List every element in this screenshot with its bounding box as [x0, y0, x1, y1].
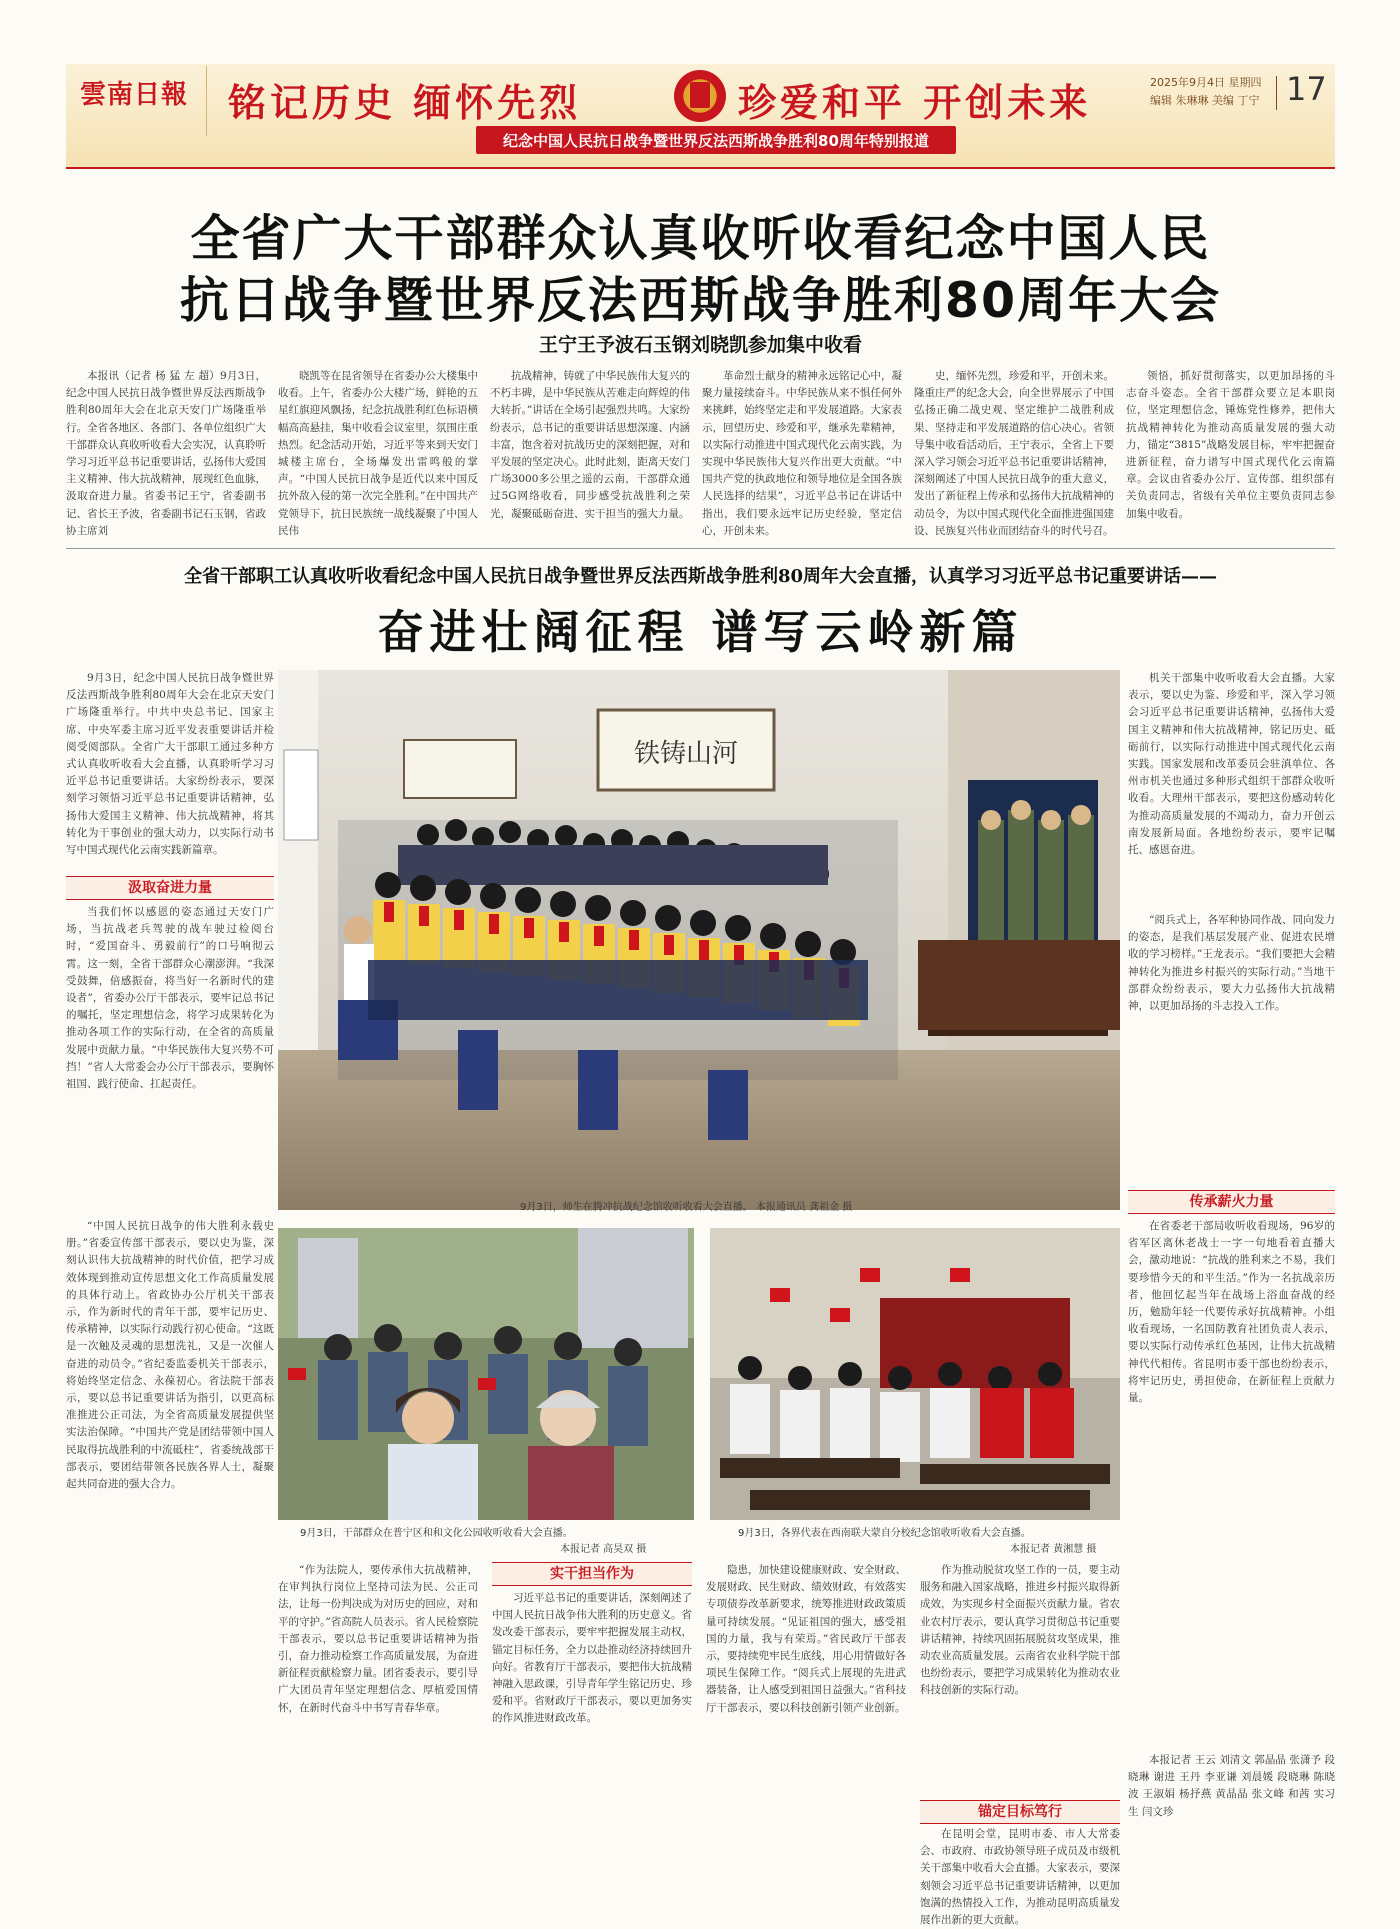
article2-headline: 奋进壮阔征程 谱写云岭新篇: [377, 605, 1024, 659]
section-heading-1: 汲取奋进力量: [66, 876, 274, 900]
section-divider: [66, 548, 1335, 549]
article2-kicker: 全省干部职工认真收听收看纪念中国人民抗日战争暨世界反法西斯战争胜利80周年大会直播，认真学习习近平总书记重要讲话——: [183, 566, 1218, 587]
issue-date: 2025年9月4日 星期四: [1150, 76, 1262, 89]
photo-museum-caption: 9月3日，各界代表在西南联大蒙自分校纪念馆收听收看大会直播。: [738, 1528, 1031, 1539]
photo-park-caption: 9月3日，干部群众在普宁区和和文化公园收听收看大会直播。: [300, 1528, 573, 1539]
section-heading-2: 实干担当作为: [492, 1562, 692, 1586]
article2-right-col-3: 在省委老干部局收听收看现场，96岁的省军区离休老战士一字一句地看着直播大会，激动地说：“抗战的胜利来之不易，我们要珍惜今天的和平生活。”作为一名抗战亲历者，他回忆起当年在战场上浴血奋战的经历，勉励年轻一代要传承好抗战精神。小组收看现场，一名国防教育社团负责人表示，要以实际行动传承红色基因，让伟大抗战精神代代相传。省昆明市委干部也纷纷表示，将牢记历史，勇担使命，在新征程上贡献力量。: [1128, 1220, 1335, 1405]
logo-divider: [206, 66, 207, 136]
photo-museum-audience: [710, 1228, 1120, 1520]
page-number: 17: [1286, 70, 1327, 108]
article2-bottom-col-3: 隐患，加快建设健康财政、安全财政、发展财政、民生财政、绩效财政，有效落实专项债券改革新要求，统筹推进财政政策质量可持续发展。“见证祖国的强大，感受祖国的力量，我与有荣焉。”省民政厅干部表示，要持续兜牢民生底线，用心用情做好各项民生保障工作。“阅兵式上展现的先进武器装备，让人感受到祖国日益强大。”省科技厅干部表示，要以科技创新引领产业创新。: [706, 1564, 906, 1714]
article1-column-2: 晓凯等在昆省领导在省委办公大楼集中收看。上午，省委办公大楼广场，鲜艳的五星红旗迎风飘扬，纪念抗战胜利红色标语横幅高高悬挂，集中收看会议室里，氛围庄重热烈。纪念活动开始，习近平等来到天安门城楼主席台，全场爆发出雷鸣般的掌声。“中国人民抗日战争是近代以来中国反抗外敌入侵的第一次完全胜利。”在中国共产党领导下，抗日民族统一战线凝聚了中国人民伟: [278, 370, 478, 537]
photo-museum-credit: 本报记者 黄湘慧 摄: [1010, 1544, 1097, 1555]
emblem-gate-icon: [690, 82, 710, 108]
article2-left-intro: 9月3日，纪念中国人民抗日战争暨世界反法西斯战争胜利80周年大会在北京天安门广场隆重举行。中共中央总书记、国家主席、中央军委主席习近平发表重要讲话并检阅受阅部队。全省广大干部职工通过多种方式认真收听收看大会直播，认真聆听学习习近平总书记重要讲话。大家纷纷表示，要深刻学习领悟习近平总书记重要讲话精神，弘扬伟大爱国主义精神、伟大抗战精神，将其转化为干事创业的强大动力，以实际行动书写中国式现代化云南实践新篇章。: [66, 672, 274, 857]
article1-column-3: 抗战精神，铸就了中华民族伟大复兴的不朽丰碑，是中华民族从苦难走向辉煌的伟大转折。”讲话在全场引起强烈共鸣。大家纷纷表示，总书记的重要讲话思想深邃、内涵丰富，饱含着对抗战历史的深刻把握，对和平发展的坚定决心。此时此刻，距离天安门广场3000多公里之遥的云南，干部群众通过5G网络收看，同步感受抗战胜利之荣光，凝聚砥砺奋进、实干担当的强大力量。: [490, 370, 690, 520]
headline-line-1: 全省广大干部群众认真收听收看纪念中国人民: [190, 210, 1211, 267]
headline-line-2: 抗日战争暨世界反法西斯战争胜利80周年大会: [179, 272, 1222, 329]
main-photo-students-watching: [278, 670, 1120, 1210]
newspaper-logo: 雲南日報: [80, 80, 189, 110]
slogan-right: 珍爱和平 开创未来: [738, 80, 1092, 125]
photo-park-audience: [278, 1228, 694, 1520]
article2-left-col-2: 当我们怀以感恩的姿态通过天安门广场，当抗战老兵驾驶的战车驶过检阅台时，“爱国奋斗、勇毅前行”的口号响彻云霄。这一刻，全省干部群众心潮澎湃。“我深受鼓舞，倍感振奋，将当好一名新时代的建设者”，省委办公厅干部表示，要牢记总书记的嘱托，坚定理想信念，将学习成果转化为推动各项工作的实际行动，在全省的高质量发展中贡献力量。“中华民族伟大复兴势不可挡！”省人大常委会办公厅干部表示，要胸怀祖国、践行使命、扛起责任。: [66, 906, 274, 1091]
article2-bottom-col-2: 习近平总书记的重要讲话，深刻阐述了中国人民抗日战争伟大胜利的历史意义。省发改委干部表示，要牢牢把握发展主动权，锚定目标任务，全力以赴推动经济持续回升向好。省教育厅干部表示，要把伟大抗战精神融入思政课，引导青年学生铭记历史、珍爱和平。省财政厅干部表示，要以更加务实的作风推进财政改革。: [492, 1592, 692, 1725]
article2-left-col-3: “中国人民抗日战争的伟大胜利永载史册。”省委宣传部干部表示，要以史为鉴，深刻认识伟大抗战精神的时代价值，把学习成效体现到推动宣传思想文化工作高质量发展的具体行动上。省政协办公厅机关干部表示，作为新时代的青年干部，要牢记历史、传承精神，以实际行动践行初心使命。“这既是一次触及灵魂的思想洗礼，又是一次催人奋进的动员令。”省纪委监委机关干部表示，将始终坚定信念、永葆初心。省法院干部表示，要以总书记重要讲话为指引，以更高标准推进公正司法，为全省高质量发展提供坚实法治保障。“中国共产党是团结带领中国人民取得抗战胜利的中流砥柱”，省委统战部干部表示，要团结带领各民族各界人士，凝聚起共同奋进的强大合力。: [66, 1220, 274, 1491]
article1-column-6: 领悟，抓好贯彻落实，以更加昂扬的斗志奋斗姿态。全省干部群众要立足本职岗位，坚定理想信念，锤炼党性修养，把伟大抗战精神转化为推动高质量发展的强大动力，锚定“3815”战略发展目标，牢牢把握奋进新征程，奋力谱写中国式现代化云南篇章。会议由省委办公厅、宣传部、组织部有关负责同志，省级有关单位主要负责同志参加集中收看。: [1126, 370, 1335, 520]
page-number-divider: [1276, 76, 1277, 110]
article1-column-1: 本报讯（记者 杨 猛 左 超）9月3日，纪念中国人民抗日战争暨世界反法西斯战争胜利80周年大会在北京天安门广场隆重举行。全省各地区、各部门、各单位组织广大干部群众认真收听收看大会实况，认真聆听学习习近平总书记重要讲话，弘扬伟大爱国主义精神、伟大抗战精神，展现红色血脉，汲取奋进力量。省委书记王宁，省委副书记、省长王予波，省委副书记石玉钢，省政协主席刘: [66, 370, 266, 537]
reporters-credit: 本报记者 王云 刘清文 郭晶晶 张潇予 段晓琳 谢进 王丹 李亚谦 刘晨媛 段晓琳 陈晓波 王淑娟 杨抒燕 黄晶晶 张文峰 和茜 实习生 闫文珍: [1128, 1754, 1335, 1818]
article1-subhead: 王宁王予波石玉钢刘晓凯参加集中收看: [538, 334, 862, 356]
article1-column-4: 革命烈士献身的精神永远铭记心中，凝聚力量接续奋斗。中华民族从来不惧任何外来挑衅，始终坚定走和平发展道路。大家表示，回望历史、珍爱和平，继承先辈精神，以实际行动推进中国式现代化云南实践，为实现中华民族伟大复兴作出更大贡献。“中国共产党的执政地位和领导地位是全国各族人民选择的结果”，习近平总书记在讲话中指出，我们要永远牢记历史经验，坚定信心，开创未来。: [702, 370, 902, 537]
main-photo-caption: 9月3日，师生在腾冲抗战纪念馆收听收看大会直播。 本报通讯员 龚祖金 摄: [520, 1202, 853, 1213]
article2-bottom-col-1: “作为法院人，要传承伟大抗战精神，在审判执行岗位上坚持司法为民、公正司法，让每一份判决成为对历史的回应，对和平的守护。”省高院人员表示。省人民检察院干部表示，要以总书记重要讲话精神为指引，奋力推动检察工作高质量发展，为奋进新征程贡献检察力量。团省委表示，要引导广大团员青年坚定理想信念、厚植爱国情怀，在新时代奋斗中书写青春华章。: [278, 1564, 478, 1714]
article2-right-col-2: “阅兵式上，各军种协同作战、同向发力的姿态，是我们基层发展产业、促进农民增收的学习榜样。”王龙表示。“我们要把大会精神转化为推进乡村振兴的实际行动。”当地干部群众纷纷表示，要大力弘扬伟大抗战精神，以更加昂扬的斗志投入工作。: [1128, 914, 1335, 1013]
section-heading-3: 传承薪火力量: [1128, 1190, 1335, 1214]
article1-column-5: 史，缅怀先烈，珍爱和平，开创未来。隆重庄严的纪念大会，向全世界展示了中国弘扬正确二战史观、坚定维护二战胜利成果、坚持走和平发展道路的信心决心。省领导集中收看活动后，王宁表示，全省上下要深入学习领会习近平总书记重要讲话精神，深刻阐述了中国人民抗日战争的重大意义，发出了新征程上传承和弘扬伟大抗战精神的动员令，为以中国式现代化全面推进强国建设、民族复兴伟业而团结奋斗的时代号召。: [914, 370, 1114, 537]
slogan-left: 铭记历史 缅怀先烈: [228, 80, 582, 125]
article2-bottom-col-4: 作为推动脱贫攻坚工作的一员，要主动服务和融入国家战略，推进乡村振兴取得新成效，为实现乡村全面振兴贡献力量。省农业农村厅表示，要认真学习贯彻总书记重要讲话精神，持续巩固拓展脱贫攻坚成果，推动农业高质量发展。云南省农业科学院干部也纷纷表示，要把学习成果转化为推动农业科技创新的实际行动。: [920, 1564, 1120, 1697]
section-heading-4: 锚定目标笃行: [920, 1800, 1120, 1824]
special-report-subtitle: 纪念中国人民抗日战争暨世界反法西斯战争胜利80周年特别报道: [503, 132, 929, 150]
article2-right-col-1: 机关干部集中收听收看大会直播。大家表示，要以史为鉴、珍爱和平，深入学习领会习近平总书记重要讲话精神，弘扬伟大爱国主义精神和伟大抗战精神，铭记历史、砥砺前行，以实际行动推进中国式现代化云南实践。国家发展和改革委员会驻滇单位、各州市机关也通过多种形式组织干部群众收听收看。大理州干部表示，要把这份感动转化为推动高质量发展的不竭动力，奋力开创云南发展新局面。各地纷纷表示，要牢记嘱托、感恩奋进。: [1128, 672, 1335, 857]
editors-credit: 编辑 朱琳琳 美编 丁宁: [1150, 94, 1260, 107]
article2-bottom-col-5: 在昆明会堂，昆明市委、市人大常委会、市政府、市政协领导班子成员及市级机关干部集中收看大会直播。大家表示，要深刻领会习近平总书记重要讲话精神，以更加饱满的热情投入工作，为推动昆明高质量发展作出新的更大贡献。: [920, 1828, 1120, 1927]
wall-calligraphy: 铁铸山河: [633, 739, 739, 769]
photo-park-credit: 本报记者 高昊双 摄: [560, 1544, 647, 1555]
